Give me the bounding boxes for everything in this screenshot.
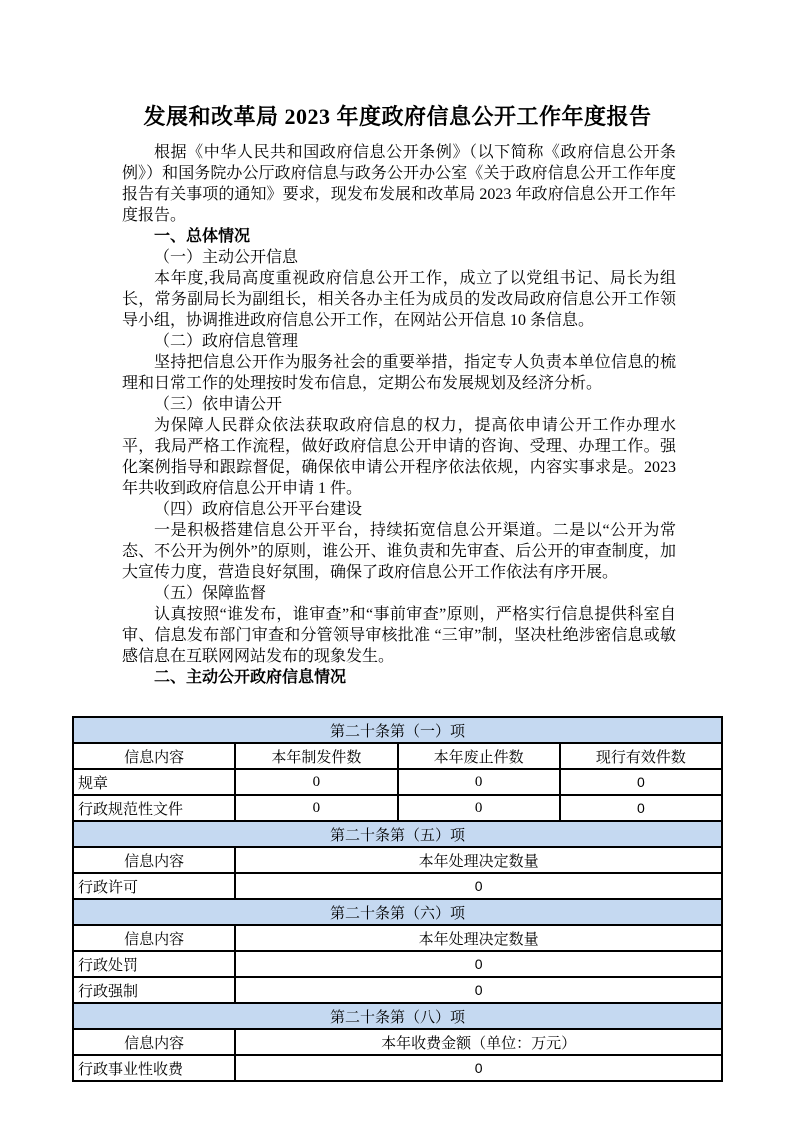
column-header: 本年处理决定数量 xyxy=(235,925,722,951)
table-row xyxy=(73,873,722,899)
column-header: 信息内容 xyxy=(73,925,235,951)
section-overview-heading: 一、总体情况 xyxy=(154,228,251,245)
subsection-heading-4: （四）政府信息公开平台建设 xyxy=(154,501,363,518)
intro-paragraph: 根据《中华人民共和国政府信息公开条例》（以下简称《政府信息公开条例》）和国务院办公厅政府信息与政务公开办公室《关于政府信息公开工作年度报告有关事项的通知》要求，现发布发展和改革局 2023 年政府信息公开工作年度报告。 xyxy=(122,144,676,224)
table3-section-title: 第二十条第（六）项 xyxy=(73,899,722,925)
column-header: 本年废止件数 xyxy=(398,743,560,769)
cell-value: 0 xyxy=(560,795,722,821)
subsection-body-1: 本年度,我局高度重视政府信息公开工作，成立了以党组书记、局长为组长，常务副局长为副组长，相关各办主任为成员的发改局政府信息公开工作领导小组，协调推进政府信息公开工作，在网站公开信息 10 条信息。 xyxy=(122,270,676,329)
subsection-heading-2: （二）政府信息管理 xyxy=(154,333,299,350)
cell-value: 0 xyxy=(235,873,722,899)
cell-value: 0 xyxy=(235,795,397,821)
row-label: 行政处罚 xyxy=(73,951,235,977)
table-row xyxy=(73,743,722,769)
table4-section-title: 第二十条第（八）项 xyxy=(73,1003,722,1029)
table-row xyxy=(73,769,722,795)
table-row xyxy=(73,717,722,743)
table1-section-title: 第二十条第（一）项 xyxy=(73,717,722,743)
column-header: 信息内容 xyxy=(73,847,235,873)
row-label: 行政强制 xyxy=(73,977,235,1003)
cell-value: 0 xyxy=(560,769,722,795)
table-row xyxy=(73,795,722,821)
column-header: 本年处理决定数量 xyxy=(235,847,722,873)
cell-value: 0 xyxy=(398,795,560,821)
report-table xyxy=(72,716,723,1082)
column-header: 信息内容 xyxy=(73,1029,235,1055)
table-row xyxy=(73,821,722,847)
cell-value: 0 xyxy=(235,769,397,795)
row-label: 规章 xyxy=(73,769,235,795)
subsection-heading-1: （一）主动公开信息 xyxy=(154,249,299,266)
subsection-body-2: 坚持把信息公开作为服务社会的重要举措，指定专人负责本单位信息的梳理和日常工作的处理按时发布信息，定期公布发展规划及经济分析。 xyxy=(122,354,676,392)
table-row xyxy=(73,951,722,977)
document-body xyxy=(122,142,676,688)
table2-section-title: 第二十条第（五）项 xyxy=(73,821,722,847)
table-row xyxy=(73,847,722,873)
column-header: 本年收费金额（单位：万元） xyxy=(235,1029,722,1055)
column-header: 现行有效件数 xyxy=(560,743,722,769)
document-title: 发展和改革局 2023 年度政府信息公开工作年度报告 xyxy=(143,104,652,129)
section-disclosure-heading: 二、主动公开政府信息情况 xyxy=(154,669,347,686)
subsection-heading-3: （三）依申请公开 xyxy=(154,396,283,413)
table-row xyxy=(73,1029,722,1055)
cell-value: 0 xyxy=(235,977,722,1003)
table-row xyxy=(73,1055,722,1081)
column-header: 本年制发件数 xyxy=(235,743,397,769)
cell-value: 0 xyxy=(398,769,560,795)
row-label: 行政许可 xyxy=(73,873,235,899)
table-row xyxy=(73,925,722,951)
column-header: 信息内容 xyxy=(73,743,235,769)
subsection-body-5: 认真按照“谁发布，谁审查”和“事前审查”原则，严格实行信息提供科室自审、信息发布部门审查和分管领导审核批准 “三审”制，坚决杜绝涉密信息或敏感信息在互联网网站发布的现象发生。 xyxy=(122,606,676,665)
row-label: 行政规范性文件 xyxy=(73,795,235,821)
row-label: 行政事业性收费 xyxy=(73,1055,235,1081)
table-row xyxy=(73,899,722,925)
table-row xyxy=(73,977,722,1003)
subsection-body-3: 为保障人民群众依法获取政府信息的权力，提高依申请公开工作办理水平，我局严格工作流程，做好政府信息公开申请的咨询、受理、办理工作。强化案例指导和跟踪督促，确保依申请公开程序依法依规，内容实事求是。2023 年共收到政府信息公开申请 1 件。 xyxy=(122,417,676,497)
subsection-body-4: 一是积极搭建信息公开平台，持续拓宽信息公开渠道。二是以“公开为常态、不公开为例外”的原则，谁公开、谁负责和先审查、后公开的审查制度，加大宣传力度，营造良好氛围，确保了政府信息公开工作依法有序开展。 xyxy=(122,522,676,581)
cell-value: 0 xyxy=(235,1055,722,1081)
cell-value: 0 xyxy=(235,951,722,977)
subsection-heading-5: （五）保障监督 xyxy=(154,585,267,602)
table-row xyxy=(73,1003,722,1029)
